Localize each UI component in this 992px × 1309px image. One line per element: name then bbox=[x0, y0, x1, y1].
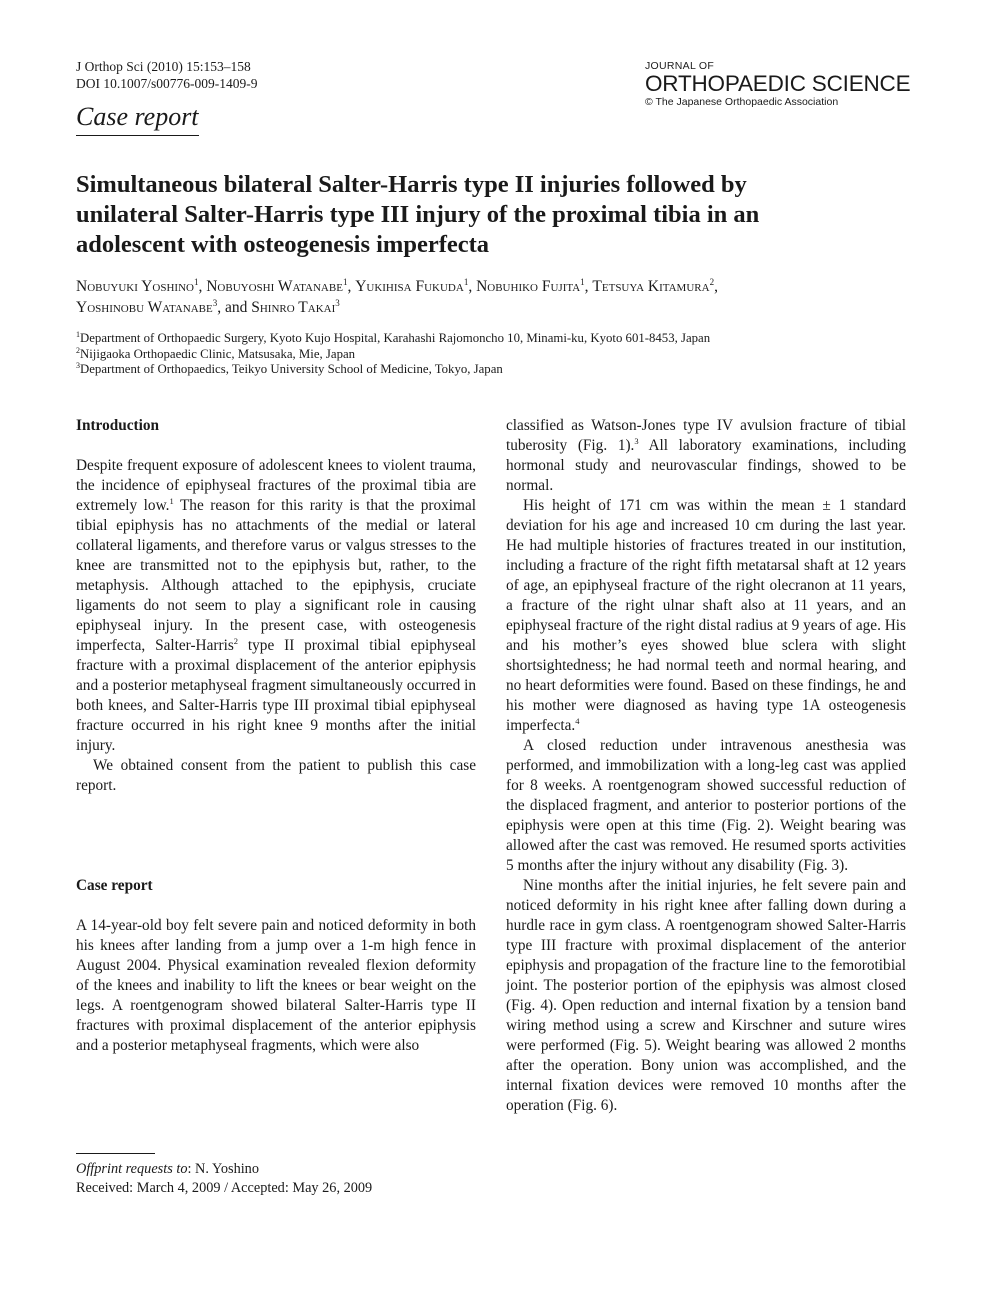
offprint-label: Offprint requests to bbox=[76, 1161, 188, 1177]
title-line-1: Simultaneous bilateral Salter-Harris type II injuries followed by bbox=[76, 171, 747, 198]
article-title bbox=[76, 170, 876, 260]
affiliation-number: 3 bbox=[76, 361, 80, 370]
author-affil-ref: 1 bbox=[342, 277, 348, 287]
author-name: Yukihisa Fukuda bbox=[355, 278, 464, 295]
author-name: Tetsuya Kitamura bbox=[592, 278, 710, 295]
author-separator: , bbox=[347, 278, 356, 295]
author-affil-ref: 1 bbox=[580, 277, 585, 287]
author-name: Yoshinobu Watanabe bbox=[76, 299, 213, 316]
reference-mark: 2 bbox=[233, 636, 239, 646]
right-paragraph-1 bbox=[506, 416, 906, 496]
journal-logo-small: JOURNAL OF bbox=[645, 60, 715, 72]
right-paragraph-3: A closed reduction under intravenous anesthesia was performed, and immobilization with a long-leg cast was applied for 8 weeks. A roentgenogram showed successful reduction of the displaced fragment, and anterior to posterior portions of the epiphysis were open at this time (Fig. 2). Weight bearing was allowed after the cast was removed. He resumed sports activities 5 months after the injury without any disability (Fig. 3). bbox=[506, 737, 906, 874]
paragraph-text: type II proximal tibial epiphyseal fracture with a proximal displacement of the anterior epiphysis and a posterior metaphyseal fragment simultaneously occurred in both knees, and Salter-Harris type III proximal tibial epiphyseal fracture occurred in his right knee 9 months after the initial injury. bbox=[76, 637, 476, 754]
journal-logo-association: © The Japanese Orthopaedic Association bbox=[645, 96, 839, 108]
section-label: Case report bbox=[76, 101, 199, 136]
author-name: Nobuyoshi Watanabe bbox=[206, 278, 343, 295]
right-column-body bbox=[506, 416, 906, 1116]
affiliation-number: 1 bbox=[76, 330, 80, 339]
affiliations bbox=[76, 331, 896, 378]
journal-logo bbox=[645, 60, 910, 109]
author-name: Shinro Takai bbox=[251, 299, 336, 316]
paragraph-text: classified as Watson-Jones type IV avulsion fracture of tibial tuberosity (Fig. 1). bbox=[506, 417, 906, 454]
author-affil-ref: 1 bbox=[463, 277, 469, 287]
author-name: Nobuyuki Yoshino bbox=[76, 278, 194, 295]
author-affil-ref: 1 bbox=[193, 277, 199, 287]
citation-journal-line: J Orthop Sci (2010) 15:153–158 bbox=[76, 59, 251, 74]
received-accepted-line: Received: March 4, 2009 / Accepted: May 26, 2009 bbox=[76, 1180, 373, 1196]
affiliation-item bbox=[76, 347, 896, 363]
reference-mark: 3 bbox=[634, 436, 639, 446]
paragraph-text: All laboratory examinations, including hormonal study and neurovascular findings, showed to be normal. bbox=[506, 437, 906, 494]
author-separator: , and bbox=[217, 299, 252, 316]
introduction-body bbox=[76, 456, 476, 796]
footnote bbox=[76, 1160, 372, 1198]
offprint-name: : N. Yoshino bbox=[187, 1161, 259, 1177]
footnote-rule bbox=[76, 1153, 155, 1154]
citation-doi-line: DOI 10.1007/s00776-009-1409-9 bbox=[76, 76, 258, 91]
title-line-2: unilateral Salter-Harris type III injury of the proximal tibia in an bbox=[76, 201, 760, 228]
citation bbox=[76, 58, 258, 92]
affiliation-text: Nijigaoka Orthopaedic Clinic, Matsusaka, Mie, Japan bbox=[80, 346, 356, 361]
offprint-line bbox=[76, 1160, 372, 1179]
author-separator: , bbox=[584, 278, 593, 295]
introduction-paragraph-1 bbox=[76, 456, 476, 756]
affiliation-text: Department of Orthopaedics, Teikyo University School of Medicine, Tokyo, Japan bbox=[80, 362, 503, 376]
title-line-3: adolescent with osteogenesis imperfecta bbox=[76, 231, 490, 258]
paragraph-text: The reason for this rarity is that the proximal tibial epiphysis has no attachments of the medial or lateral collateral ligaments, and therefore varus or valgus stresses to the knee are transmitted not to the epiphysis but, rather, to the metaphysis. Although attached to the epiphysis, cruciate ligaments do not seem to play a significant role in causing epiphyseal injury. In the present case, with osteogenesis imperfecta, Salter-Harris bbox=[76, 497, 476, 654]
affiliation-text: Department of Orthopaedic Surgery, Kyoto Kujo Hospital, Karahashi Rajomoncho 10, Minami-ku, Kyoto 601-8453, Japan bbox=[80, 331, 711, 345]
introduction-heading: Introduction bbox=[76, 417, 160, 434]
journal-logo-name: ORTHOPAEDIC SCIENCE bbox=[645, 71, 911, 96]
case-report-paragraph-1: A 14-year-old boy felt severe pain and noticed deformity in both his knees after landing from a jump over a 1-m high fence in August 2004. Physical examination revealed flexion deformity of the knees and inability to lift the knees or bear weight on the legs. A roentgenogram showed bilateral Salter-Harris type II fractures with proximal displacement of the anterior epiphysis and a posterior metaphyseal fragments, which were also bbox=[76, 917, 476, 1054]
reference-mark: 4 bbox=[575, 716, 580, 726]
author-affil-ref: 3 bbox=[335, 298, 340, 308]
paragraph-text: His height of 171 cm was within the mean ± 1 standard deviation for his age and increased 10 cm during the last year. He had multiple histories of fractures treated in our institution, including a fracture of the right fifth metatarsal shaft at 12 years of age, an epiphyseal fracture of the right olecranon at 11 years, a fracture of the right ulnar shaft also at 11 years, and an epiphyseal fracture of the right distal radius at 9 years of age. His and his mother’s eyes showed blue sclera with slight shortsightedness; he had normal teeth and normal hearing, and no heart deformities were found. Based on these findings, he and his mother were diagnosed as having type 1A osteogenesis imperfecta. bbox=[506, 497, 906, 734]
introduction-paragraph-2: We obtained consent from the patient to publish this case report. bbox=[76, 757, 476, 794]
author-separator: , bbox=[468, 278, 477, 295]
author-affil-ref: 2 bbox=[709, 277, 715, 287]
right-paragraph-4: Nine months after the initial injuries, he felt severe pain and noticed deformity in his right knee after falling down during a hurdle race in gym class. A roentgenogram showed Salter-Harris type III fracture with proximal displacement of the anterior epiphysis and propagation of the fracture line to the femorotibial joint. The posterior portion of the epiphysis was almost closed (Fig. 4). Open reduction and internal fixation by a tension band wiring method using a screw and Kirschner and suture wires were performed (Fig. 5). Weight bearing was allowed 2 months after the operation. Bony union was accomplished, and the internal fixation devices were removed 10 months after the operation (Fig. 6). bbox=[506, 877, 906, 1114]
author-affil-ref: 3 bbox=[212, 298, 218, 308]
author-list bbox=[76, 276, 876, 318]
right-paragraph-2 bbox=[506, 496, 906, 736]
case-report-heading: Case report bbox=[76, 877, 153, 894]
author-name: Nobuhiko Fujita bbox=[476, 278, 581, 295]
author-separator: , bbox=[198, 278, 207, 295]
affiliation-item bbox=[76, 331, 896, 347]
author-separator: , bbox=[714, 278, 718, 295]
reference-mark: 1 bbox=[169, 496, 174, 506]
case-report-body bbox=[76, 916, 476, 1056]
affiliation-number: 2 bbox=[76, 345, 80, 355]
author-line-1 bbox=[76, 276, 876, 297]
paragraph-text: Despite frequent exposure of adolescent knees to violent trauma, the incidence of epiphyseal fractures of the proximal tibia are extremely low. bbox=[76, 457, 476, 514]
affiliation-item bbox=[76, 362, 896, 378]
author-line-2 bbox=[76, 297, 876, 318]
